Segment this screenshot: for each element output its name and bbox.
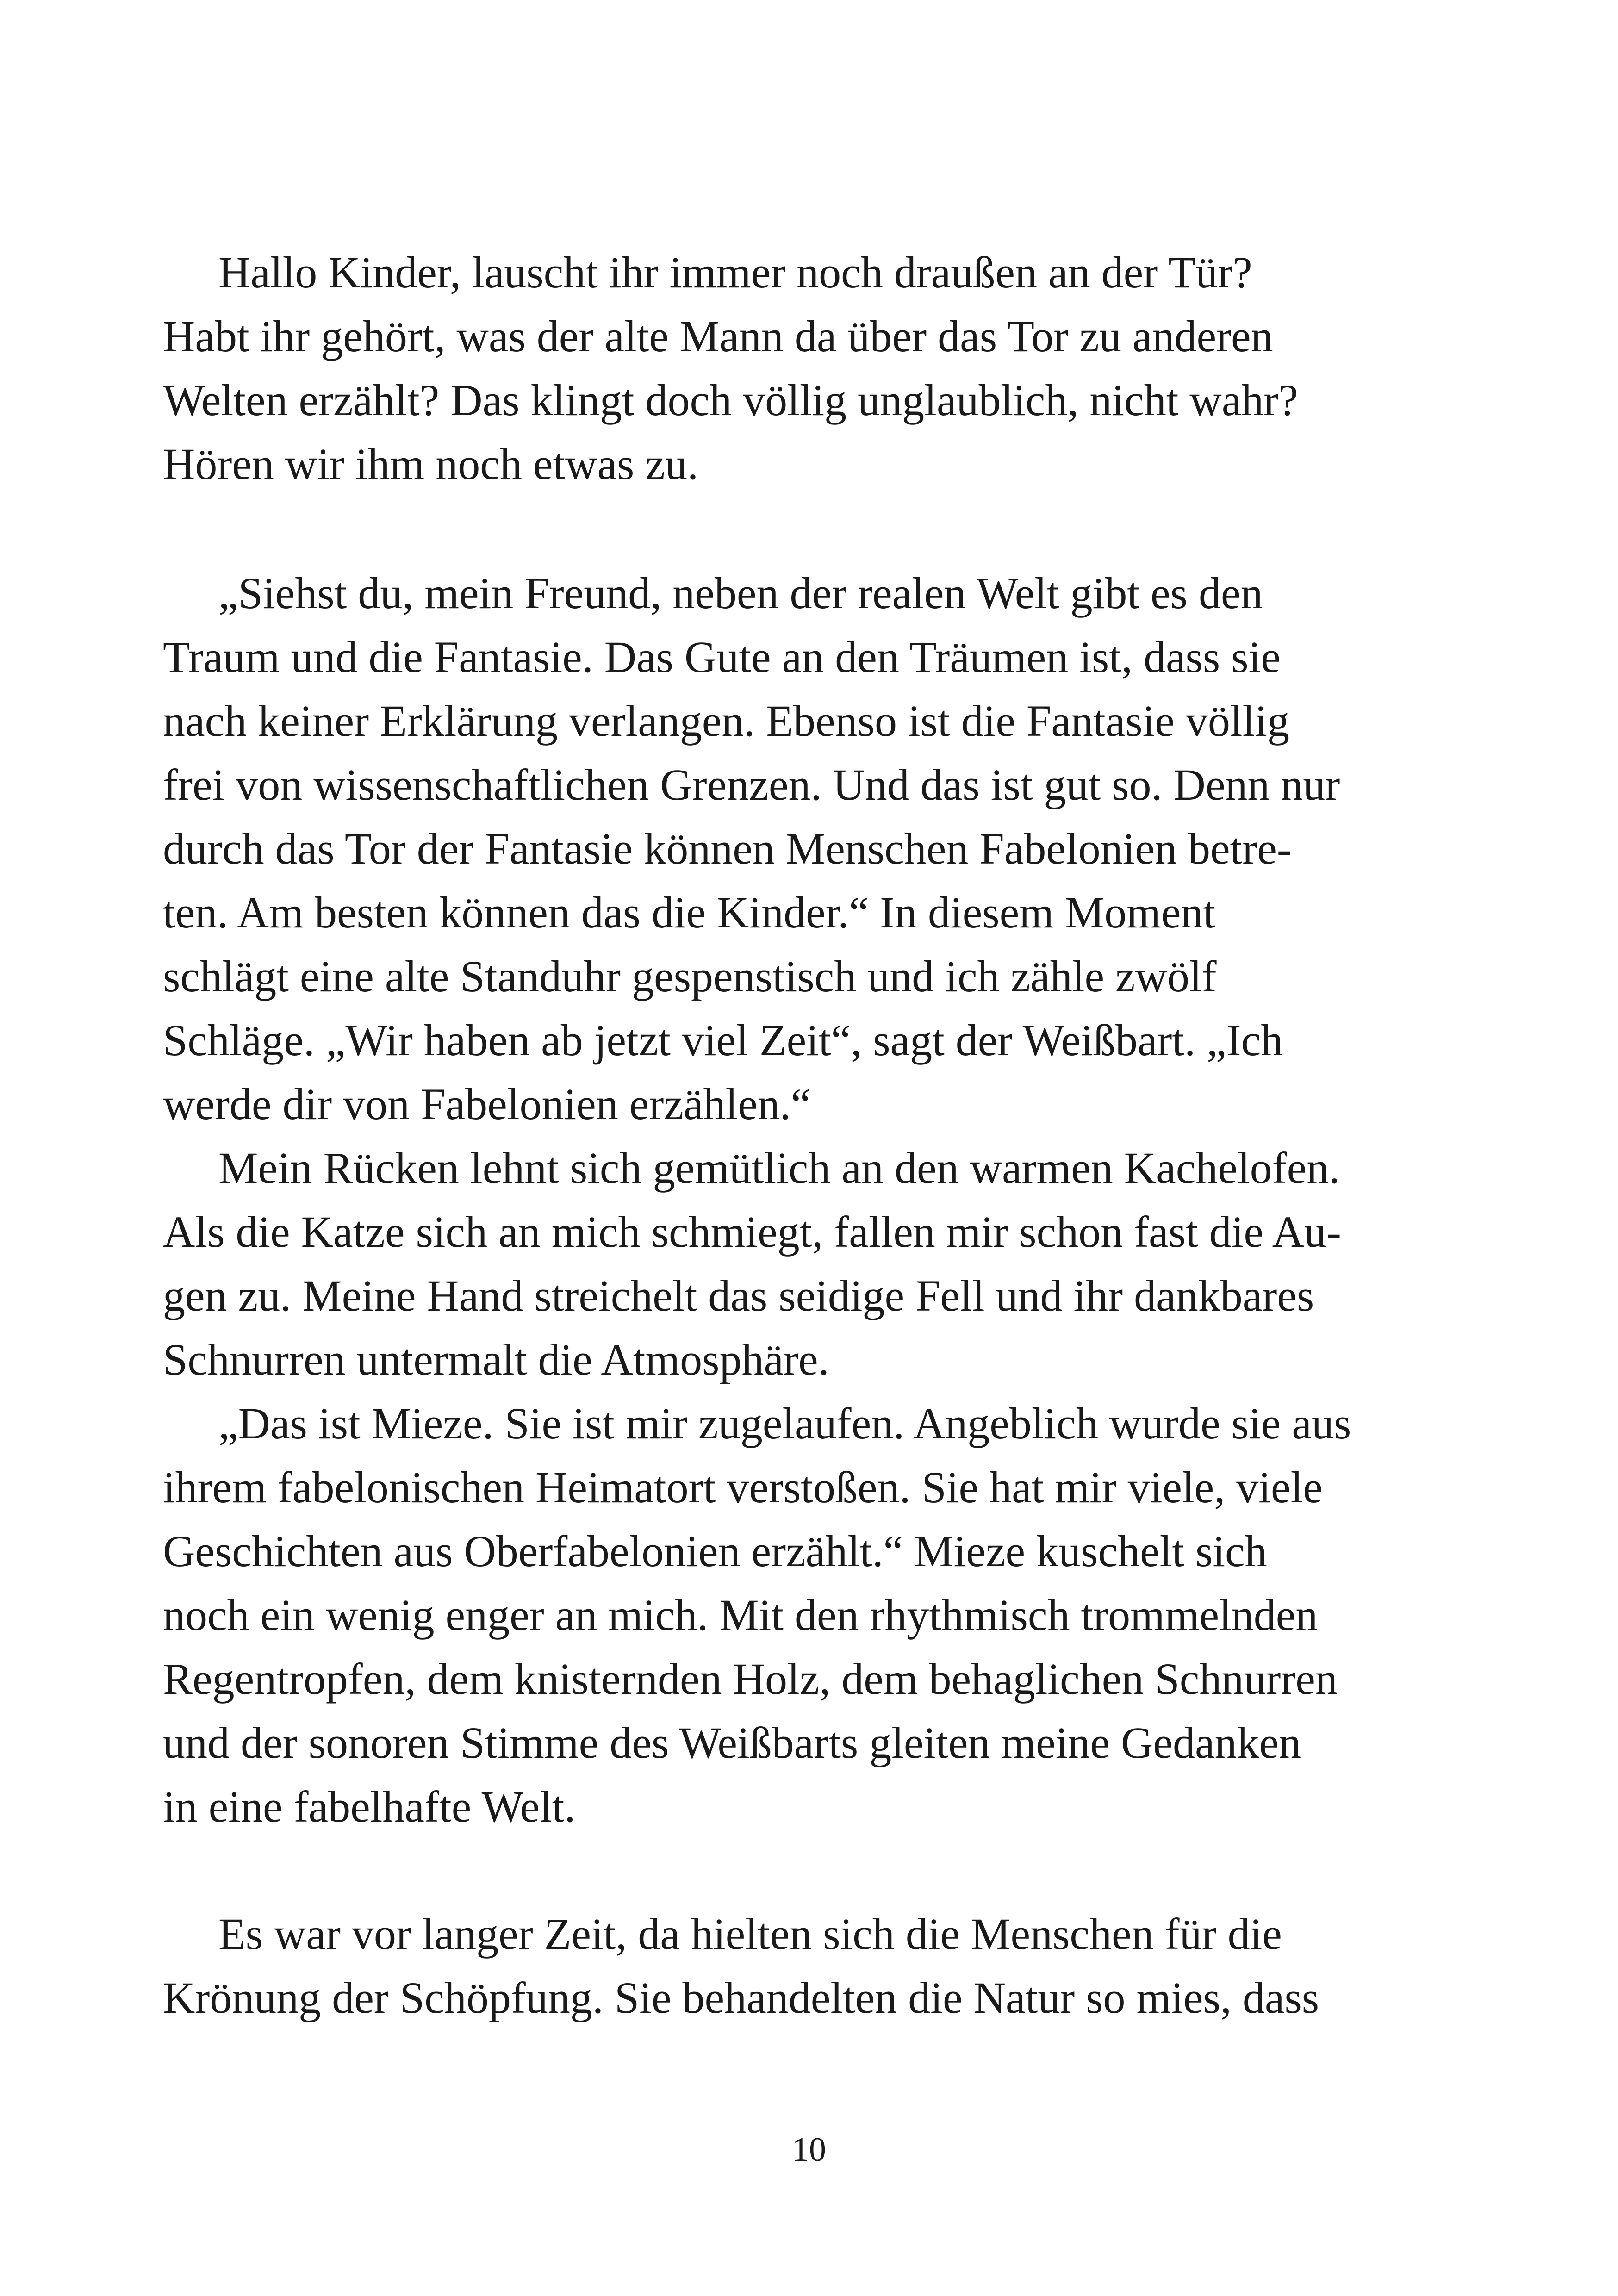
paragraph-5 bbox=[163, 1902, 1437, 2030]
text-line: in eine fabelhafte Welt. bbox=[163, 1782, 576, 1831]
text-line: werde dir von Fabelonien erzählen.“ bbox=[163, 1079, 811, 1129]
text-line: noch ein wenig enger an mich. Mit den rhythmisch trommelnden bbox=[163, 1590, 1318, 1640]
paragraph-3 bbox=[163, 1136, 1437, 1392]
paragraph-4 bbox=[163, 1392, 1437, 1839]
text-line: Mein Rücken lehnt sich gemütlich an den warmen Kachelofen. bbox=[218, 1143, 1340, 1193]
text-line: nach keiner Erklärung verlangen. Ebenso ist die Fantasie völlig bbox=[163, 696, 1289, 746]
text-line: Geschichten aus Oberfabelonien erzählt.“ Mieze kuschelt sich bbox=[163, 1526, 1267, 1576]
text-line: Regentropfen, dem knisternden Holz, dem behaglichen Schnurren bbox=[163, 1654, 1338, 1704]
text-line: „Das ist Mieze. Sie ist mir zugelaufen. Angeblich wurde sie aus bbox=[218, 1399, 1351, 1448]
text-line: Hallo Kinder, lauscht ihr immer noch draußen an der Tür? bbox=[218, 248, 1252, 297]
paragraph-1 bbox=[163, 241, 1437, 496]
paragraph-2 bbox=[163, 561, 1437, 1136]
text-line: Habt ihr gehört, was der alte Mann da über das Tor zu anderen bbox=[163, 311, 1273, 361]
text-line: Schnurren untermalt die Atmosphäre. bbox=[163, 1335, 829, 1384]
text-line: ten. Am besten können das die Kinder.“ In diesem Moment bbox=[163, 888, 1216, 937]
page-number: 10 bbox=[792, 2131, 826, 2169]
text-line: Krönung der Schöpfung. Sie behandelten die Natur so mies, dass bbox=[163, 1973, 1319, 2022]
text-line: ihrem fabelonischen Heimatort verstoßen. Sie hat mir viele, viele bbox=[163, 1462, 1323, 1512]
text-line: und der sonoren Stimme des Weißbarts gleiten meine Gedanken bbox=[163, 1718, 1301, 1767]
text-line: Welten erzählt? Das klingt doch völlig unglaublich, nicht wahr? bbox=[163, 375, 1298, 425]
text-line: durch das Tor der Fantasie können Menschen Fabelonien betre- bbox=[163, 824, 1292, 873]
text-line: „Siehst du, mein Freund, neben der realen Welt gibt es den bbox=[218, 568, 1263, 618]
text-line: schlägt eine alte Standuhr gespenstisch und ich zähle zwölf bbox=[163, 952, 1217, 1001]
text-line: Traum und die Fantasie. Das Gute an den Träumen ist, dass sie bbox=[163, 632, 1281, 682]
text-line: Es war vor langer Zeit, da hielten sich die Menschen für die bbox=[218, 1909, 1282, 1959]
text-line: Als die Katze sich an mich schmiegt, fallen mir schon fast die Au- bbox=[163, 1207, 1341, 1257]
text-line: gen zu. Meine Hand streichelt das seidige Fell und ihr dankbares bbox=[163, 1271, 1314, 1320]
text-line: Hören wir ihm noch etwas zu. bbox=[163, 439, 699, 489]
text-line: frei von wissenschaftlichen Grenzen. Und das ist gut so. Denn nur bbox=[163, 760, 1340, 809]
text-line: Schläge. „Wir haben ab jetzt viel Zeit“, sagt der Weißbart. „Ich bbox=[163, 1015, 1283, 1065]
